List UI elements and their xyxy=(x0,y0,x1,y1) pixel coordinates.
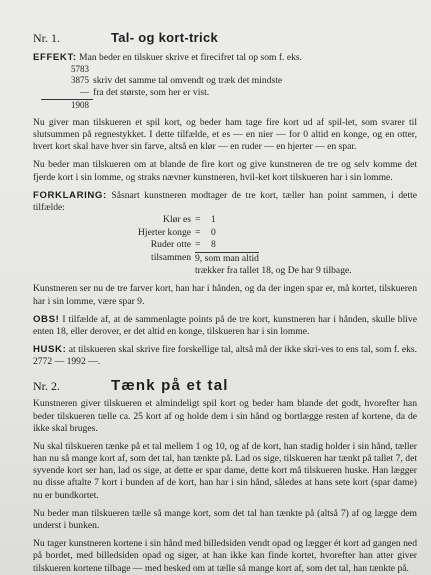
reversed-note: skriv det samme tal omvendt og træk det mindste xyxy=(93,75,283,87)
card-points-row: Hjerter konge = 0 xyxy=(137,226,216,238)
section-number: Nr. 2. xyxy=(33,379,60,394)
forklaring-text: Såsnart kunstneren modtager de tre kort, tæller han point sammen, i dette tilfælde: xyxy=(33,189,418,213)
forklaring-label: FORKLARING: xyxy=(33,189,107,201)
husk-text: at tilskueren skal skrive fire forskellige tal, altså må der ikke skri-ves to ens tal, som f. eks. 2772 — 1992 —. xyxy=(33,344,418,368)
page-content xyxy=(33,30,417,575)
section-number: Nr. 1. xyxy=(33,31,60,45)
forklaring-paragraph xyxy=(33,190,417,214)
reversed-note-2: fra det største, som her er vist. xyxy=(93,87,210,99)
paragraph: Nu beder man tilskueren tælle så mange kort, som det tal han tænkte på (altså 7) af og lægge dem underst i bunken. xyxy=(33,507,417,531)
obs-text: I tilfælde af, at de sammenlagte points på de tre kort, kunstneren har i hånden, skulle blive enten 18, eller derover, er det altid en konge, tilskueren har i sin lomme. xyxy=(33,313,417,337)
paragraph: Nu beder man tilskueren om at blande de fire kort og give kunstneren de tre og selv komme det fjerde kort i sin lomme, og straks nævner kunstneren, hvil-ket kort tilskueren har i sin lomme. xyxy=(33,159,417,183)
card-points-list xyxy=(129,214,417,252)
paragraph: Nu tager kunstneren kortene i sin hånd med billedsiden vendt opad og lægger ét kort ad gangen ned på bordet, med billedsiden opad og siger, at han ikke kan finde kortet, hvorefter han atter giver tilskueren kortene tilbage — med besked om at tælle så mange kort af, som det tal, han tænkte på. xyxy=(33,538,417,574)
section-title: Tal- og kort-trick xyxy=(111,30,219,45)
card-points-row: Klør es = 1 xyxy=(163,214,216,226)
paragraph: Kunstneren ser nu de tre farver kort, han har i hånden, og da der ingen spar er, må kortet, tilskueren har i sin lomme, være spar 9. xyxy=(33,283,417,307)
total-value: 9, som man altid xyxy=(195,253,259,265)
husk-label: HUSK: xyxy=(33,344,67,356)
number-original: 5783 xyxy=(71,64,89,75)
card-points-row: Ruder otte = 8 xyxy=(150,239,216,251)
points-total xyxy=(93,252,417,277)
subtraction-example: 5783 3875 skriv det samme tal omvendt og træk det mindste — fra det største, som her er vist. 1908 xyxy=(41,64,417,111)
husk-paragraph xyxy=(33,344,417,368)
effekt-paragraph xyxy=(33,52,417,64)
section-2-header xyxy=(33,376,417,398)
subtraction-result: 1908 xyxy=(41,99,93,111)
section-1-header xyxy=(33,30,417,52)
paragraph: Kunstneren giver tilskueren et almindeligt spil kort og beder ham blande det godt, hvorefter han beder tilskueren tælle ca. 25 kort af og holde dem i sin hånd og bortlægge resten af kortene, da de ikke skal bruges. xyxy=(33,398,417,434)
section-title: Tænk på et tal xyxy=(111,377,229,395)
paragraph: Nu giver man tilskueren et spil kort, og beder ham tage fire kort ud af spil-let, som svarer til slutsummen på regnestykket. I dette tilfælde, et es — en nier — for 0 altid en konge, og en otter, hvert kort skal have hver sin farve, altså en klør — en ruder — en hjerter — en spar. xyxy=(33,116,417,153)
total-label: tilsammen xyxy=(151,252,191,264)
total-note: trækker fra tallet 18, og De har 9 tilbage. xyxy=(195,265,352,277)
effekt-label: EFFEKT: xyxy=(33,52,77,63)
paragraph: Nu skal tilskueren tænke på et tal mellem 1 og 10, og af de kort, han stadig holder i sin hånd, tæller han nu så mange kort af, som det tal, han tænkte på. Lad os sige, tilskueren har tænkt på tallet 7, det syvende kort ser han, lad os sige, at dette er spar dame, dette kort må tilskueren huske. Han lægger nu disse aftalte 7 kort i bunden af de kort, han har i sin hånd, således at hans sete kort (spar dame) nu er bundkortet. xyxy=(33,440,417,501)
obs-paragraph xyxy=(33,314,417,338)
number-reversed: 3875 xyxy=(71,75,89,86)
effekt-text: Man beder en tilskuer skrive et firecifret tal op som f. eks. xyxy=(79,52,303,63)
obs-label: OBS! xyxy=(33,313,60,325)
